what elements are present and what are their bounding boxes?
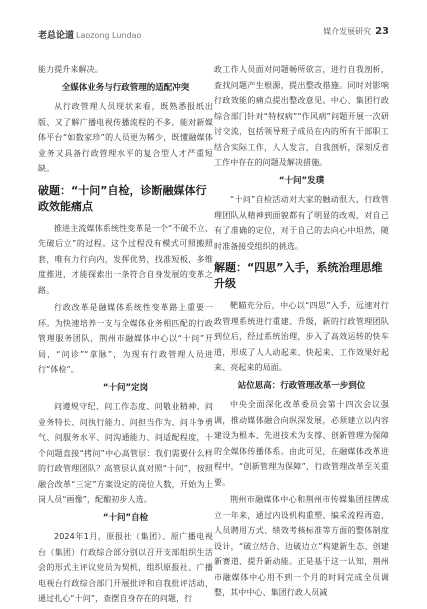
subsection-heading: “十问”自检 <box>102 512 149 523</box>
left-column <box>38 62 213 609</box>
section-heading: 解题：“四思”入手，系统治理思维升级 <box>214 261 383 290</box>
right-column <box>214 62 389 603</box>
body-paragraph: 荆州市融媒体中心和荆州市传媒集团挂牌成立一年来，通过内设机构重塑、编采流程再造、人员聘用方式、绩效考核标准等方面的整体制度设计，“破立结合、边破边立”构建新生态、创建新赛道、提升新动能。正是基于这一认知，荆州市融媒体中心用不到一个月的时间完成全员调整，其中中心、集团行政人员减 <box>214 495 389 597</box>
logo-main-text: 老总论道 <box>38 31 75 41</box>
body-paragraph: 行政改革是融媒体系统性变革路上重要一环。为快速培养一支与全媒体业务相匹配的行政管理服务团队，荆州市融媒体中心以“十问”开局，“问诊”“拿脉”，为现有行政管理人员进行“体检”。 <box>38 303 213 374</box>
logo-sub-text: Laozong Lundao <box>76 31 142 40</box>
subsection-heading: 全媒体业务与行政管理的适配冲突 <box>61 82 190 93</box>
subsection-heading: “十问”发璞 <box>278 175 325 186</box>
body-paragraph: 能力提升来解决。 <box>38 65 103 74</box>
body-paragraph: 推进主流媒体系统性变革是一个“不破不立、先破后立”的过程。这个过程没有模式可照搬照套，唯有力行向内，发挥优势，找准短板，多维度推进，才能探索出一条符合自身发展的变革之路。 <box>38 223 213 295</box>
body-paragraph: 从行政管理人员现状来看，既熟悉报纸出版、又了解广播电视传播流程的不多，能对新媒体平台“如数家珍”的人员更为稀少，既懂融媒体业务又具备行政管理水平的复合型人才严重短缺。 <box>38 102 213 173</box>
section-name: 媒介发展研究 <box>323 27 372 36</box>
section-heading: 破题：“十问”自检，诊断融媒体行政效能痛点 <box>38 183 207 213</box>
body-paragraph: 2024年1月，原报社（集团）、原广播电视台（集团）行政综合部分别以召开支部组织生活会的形式主评议党员为契机，组织原报社、广播电视台行政综合部门开展批评和自我批评活动，通过扎心“十问”，查摆自身存在的问题，行 <box>38 532 213 603</box>
subsection-heading: “十问”定岗 <box>102 382 149 393</box>
header-right <box>323 26 389 37</box>
subsection-heading: 站位思高：行政管理改革一步到位 <box>237 380 366 391</box>
page-number: 23 <box>375 26 389 37</box>
magazine-column-logo <box>38 28 141 41</box>
body-paragraph: 问遵规守纪、问工作态度、问敬业精神、问业务特长、问执行能力、问担当作为、问斗争勇气、问服务水平、问沟通能力、问适配程度，十个问题直接“拷问”中心高管层：我们需要什么样的行政管理团队？高管层认真对照“十问”，按照融合改革“三定”方案设定的岗位人数，开始为上岗人员“画像”，配酿初步人选。 <box>38 402 213 504</box>
body-paragraph: 中央全面深化改革委员会第十四次会议强调，推动媒体融合向纵深发展，必须建立以内容建设为根本、先进技术为支撑、创新管理为保障的全媒体传播体系。由此可见，在融媒体改革进程中，“创新管理为保障”，行政管理改革至关重要。 <box>214 400 389 487</box>
body-paragraph: 政工作人员面对问题畅所欲言，进行自我剖析，查找问题产生根源，提出整改措施。同时对影响行政效能的痛点提出整改意见。中心、集团行政综合部门针对“特权病”“作风病”问题开展一次研讨交流，包括领导班子成员在内的所有干部职工结合实际工作，人人发言，自我剖析，深刻反省工作中存在的问题及解决措施。 <box>214 65 389 167</box>
body-paragraph: “十问”自检活动对大家的触动很大，行政管理团队从精神到面貌都有了明显的改观，对自己有了准确的定位，对于自己的去向心中坦然，随时准备接受组织的挑选。 <box>214 195 389 251</box>
page-header <box>0 0 427 41</box>
body-paragraph: 靶瞄充分后，中心以“四思”入手，远速对行政管理系统进行重建、升级，新的行政管理团队到位后，经过系统治理，步入了高效运转的快车道，形成了人人动起来、快起来、工作效果好起来、亮起来的局面。 <box>214 301 389 372</box>
